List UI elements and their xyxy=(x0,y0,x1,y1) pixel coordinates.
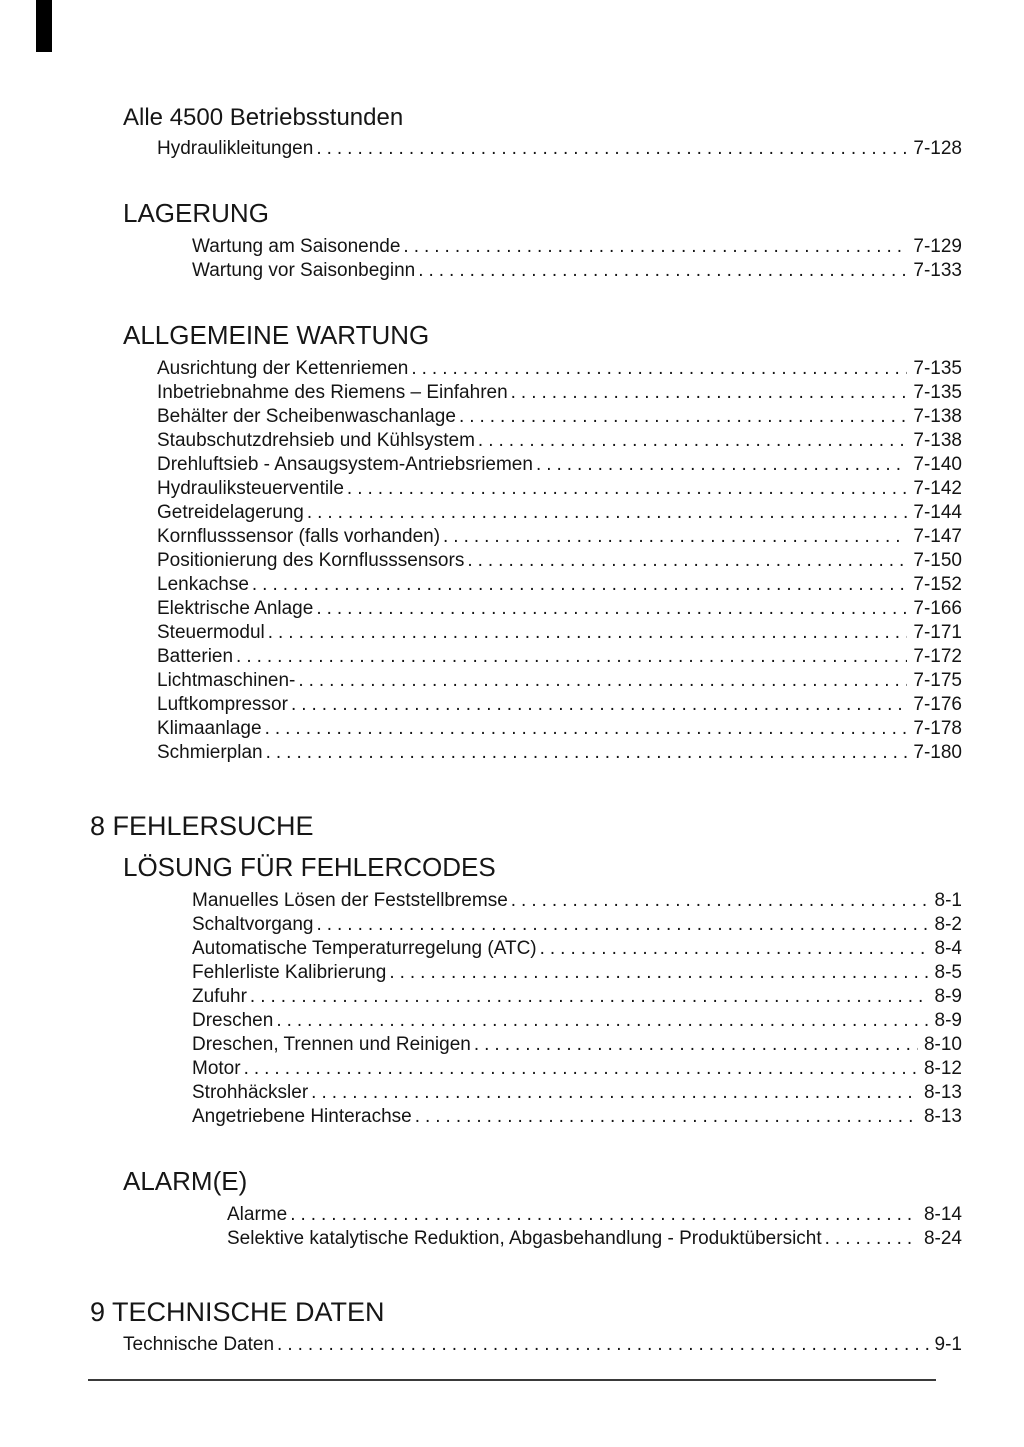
dot-leader xyxy=(252,573,907,597)
dot-leader xyxy=(316,913,928,937)
entry-label: Lenkachse xyxy=(157,574,249,595)
toc-entry xyxy=(192,913,962,937)
entry-page-number: 7-152 xyxy=(913,574,962,595)
entry-label: Dreschen xyxy=(192,1010,274,1031)
entry-label: Automatische Temperaturregelung (ATC) xyxy=(192,938,537,959)
entry-label: Positionierung des Kornflusssensors xyxy=(157,550,465,571)
dot-leader xyxy=(244,1057,918,1081)
entry-page-number: 7-166 xyxy=(913,598,962,619)
toc-entry xyxy=(123,1333,962,1357)
entry-label: Hydrauliksteuerventile xyxy=(157,478,344,499)
entry-label: Getreidelagerung xyxy=(157,502,304,523)
toc-entry xyxy=(157,597,962,621)
dot-leader xyxy=(298,669,907,693)
toc-entry xyxy=(192,985,962,1009)
entry-page-number: 8-13 xyxy=(923,1106,962,1127)
section-title-lagerung: LAGERUNG xyxy=(123,198,269,228)
toc-entry xyxy=(157,621,962,645)
dot-leader xyxy=(290,1203,918,1227)
entry-label: Wartung am Saisonende xyxy=(192,236,401,257)
entry-label: Schmierplan xyxy=(157,742,263,763)
toc-entry xyxy=(192,1081,962,1105)
dot-leader xyxy=(825,1227,918,1251)
entry-label: Batterien xyxy=(157,646,234,667)
toc-entry xyxy=(157,573,962,597)
entry-page-number: 7-135 xyxy=(913,382,962,403)
toc-entry xyxy=(157,549,962,573)
entry-page-number: 8-2 xyxy=(934,914,962,935)
toc-entry xyxy=(192,1105,962,1129)
entry-page-number: 8-9 xyxy=(934,1010,962,1031)
entry-label: Motor xyxy=(192,1058,241,1079)
entry-page-number: 8-13 xyxy=(923,1082,962,1103)
toc-entry xyxy=(157,501,962,525)
toc-section-loesung-fuer-fehlercodes xyxy=(0,851,1024,1129)
entry-label: Angetriebene Hinterachse xyxy=(192,1106,412,1127)
entry-page-number: 7-138 xyxy=(913,430,962,451)
entry-page-number: 8-10 xyxy=(923,1034,962,1055)
toc-entry xyxy=(157,357,962,381)
entry-label: Klimaanlage xyxy=(157,718,262,739)
entry-page-number: 9-1 xyxy=(934,1334,962,1355)
entry-page-number: 7-172 xyxy=(913,646,962,667)
print-registration-mark xyxy=(36,0,52,52)
section-title-alarme: ALARM(E) xyxy=(123,1166,248,1196)
entry-label: Ausrichtung der Kettenriemen xyxy=(157,358,409,379)
entry-label: Wartung vor Saisonbeginn xyxy=(192,260,416,281)
dot-leader xyxy=(459,405,907,429)
entry-label: Kornflusssensor (falls vorhanden) xyxy=(157,526,441,547)
entry-page-number: 7-150 xyxy=(913,550,962,571)
entry-page-number: 7-142 xyxy=(913,478,962,499)
entry-page-number: 7-147 xyxy=(913,526,962,547)
entry-label: Elektrische Anlage xyxy=(157,598,314,619)
toc-entry xyxy=(157,645,962,669)
entry-label: Lichtmaschinen- xyxy=(157,670,296,691)
entry-page-number: 7-175 xyxy=(913,670,962,691)
dot-leader xyxy=(403,235,907,259)
entry-page-number: 7-176 xyxy=(913,694,962,715)
entry-page-number: 7-129 xyxy=(913,236,962,257)
entry-label: Inbetriebnahme des Riemens – Einfahren xyxy=(157,382,508,403)
dot-leader xyxy=(347,477,907,501)
entry-label: Zufuhr xyxy=(192,986,247,1007)
dot-leader xyxy=(266,741,908,765)
toc-entry xyxy=(227,1203,962,1227)
toc-entry xyxy=(192,1009,962,1033)
toc-section-lagerung xyxy=(0,197,1024,283)
toc-entry xyxy=(157,477,962,501)
dot-leader xyxy=(316,137,907,161)
dot-leader xyxy=(411,357,907,381)
toc-entry xyxy=(157,381,962,405)
entry-label: Selektive katalytische Reduktion, Abgasbehandlung - Produktübersicht xyxy=(227,1228,822,1249)
dot-leader xyxy=(276,1009,928,1033)
dot-leader xyxy=(236,645,907,669)
toc-entry xyxy=(157,693,962,717)
toc-entry xyxy=(157,717,962,741)
toc-entry xyxy=(192,1033,962,1057)
entry-page-number: 7-128 xyxy=(913,138,962,159)
entry-page-number: 8-4 xyxy=(934,938,962,959)
entry-page-number: 8-24 xyxy=(923,1228,962,1249)
entry-label: Hydraulikleitungen xyxy=(157,138,314,159)
dot-leader xyxy=(250,985,929,1009)
dot-leader xyxy=(511,889,929,913)
toc-entry xyxy=(157,453,962,477)
entry-page-number: 8-14 xyxy=(923,1204,962,1225)
entry-label: Strohhäcksler xyxy=(192,1082,309,1103)
entry-page-number: 7-178 xyxy=(913,718,962,739)
toc-entry xyxy=(192,961,962,985)
entry-label: Dreschen, Trennen und Reinigen xyxy=(192,1034,471,1055)
entry-label: Schaltvorgang xyxy=(192,914,314,935)
dot-leader xyxy=(474,1033,918,1057)
toc-entry xyxy=(192,937,962,961)
toc-entry xyxy=(157,429,962,453)
entry-page-number: 8-1 xyxy=(934,890,962,911)
entry-label: Staubschutzdrehsieb und Kühlsystem xyxy=(157,430,475,451)
dot-leader xyxy=(443,525,907,549)
toc-entry xyxy=(192,235,962,259)
entry-page-number: 8-12 xyxy=(923,1058,962,1079)
entry-page-number: 8-9 xyxy=(934,986,962,1007)
entry-page-number: 7-135 xyxy=(913,358,962,379)
dot-leader xyxy=(415,1105,918,1129)
section-title-fehlersuche: 8 FEHLERSUCHE xyxy=(90,811,314,841)
dot-leader xyxy=(418,259,907,283)
toc-section-fehlersuche xyxy=(0,809,1024,843)
toc-entry xyxy=(157,741,962,765)
entry-label: Technische Daten xyxy=(123,1334,275,1355)
dot-leader xyxy=(478,429,907,453)
dot-leader xyxy=(307,501,908,525)
dot-leader xyxy=(389,961,928,985)
toc-section-allgemeine-wartung xyxy=(0,319,1024,765)
entry-page-number: 7-133 xyxy=(913,260,962,281)
dot-leader xyxy=(511,381,908,405)
toc-entry xyxy=(192,889,962,913)
dot-leader xyxy=(311,1081,918,1105)
entry-label: Steuermodul xyxy=(157,622,265,643)
toc-entry xyxy=(192,259,962,283)
section-title-technische-daten: 9 TECHNISCHE DATEN xyxy=(90,1297,385,1327)
entry-label: Fehlerliste Kalibrierung xyxy=(192,962,387,983)
entry-page-number: 7-138 xyxy=(913,406,962,427)
toc-entry xyxy=(157,405,962,429)
dot-leader xyxy=(291,693,907,717)
toc-section-alle-4500-betriebsstunden xyxy=(0,103,1024,161)
entry-page-number: 7-140 xyxy=(913,454,962,475)
toc-entry xyxy=(157,137,962,161)
section-title-allgemeine-wartung: ALLGEMEINE WARTUNG xyxy=(123,320,430,350)
toc-entry xyxy=(157,525,962,549)
dot-leader xyxy=(316,597,907,621)
dot-leader xyxy=(268,621,908,645)
entry-label: Drehluftsieb - Ansaugsystem-Antriebsriemen xyxy=(157,454,533,475)
entry-label: Behälter der Scheibenwaschanlage xyxy=(157,406,456,427)
toc-entry xyxy=(227,1227,962,1251)
dot-leader xyxy=(540,937,929,961)
footer-rule xyxy=(88,1379,936,1381)
dot-leader xyxy=(265,717,908,741)
entry-label: Alarme xyxy=(227,1204,288,1225)
toc-section-technische-daten xyxy=(0,1295,1024,1357)
entry-page-number: 7-180 xyxy=(913,742,962,763)
entry-page-number: 7-171 xyxy=(913,622,962,643)
entry-label: Manuelles Lösen der Feststellbremse xyxy=(192,890,508,911)
section-title-alle-4500-betriebsstunden: Alle 4500 Betriebsstunden xyxy=(123,104,404,131)
section-title-loesung-fuer-fehlercodes: LÖSUNG FÜR FEHLERCODES xyxy=(123,852,496,882)
dot-leader xyxy=(277,1333,928,1357)
entry-label: Luftkompressor xyxy=(157,694,288,715)
entry-page-number: 7-144 xyxy=(913,502,962,523)
toc-entry xyxy=(157,669,962,693)
toc-entry xyxy=(192,1057,962,1081)
toc-section-alarme xyxy=(0,1165,1024,1251)
dot-leader xyxy=(536,453,907,477)
dot-leader xyxy=(467,549,907,573)
entry-page-number: 8-5 xyxy=(934,962,962,983)
